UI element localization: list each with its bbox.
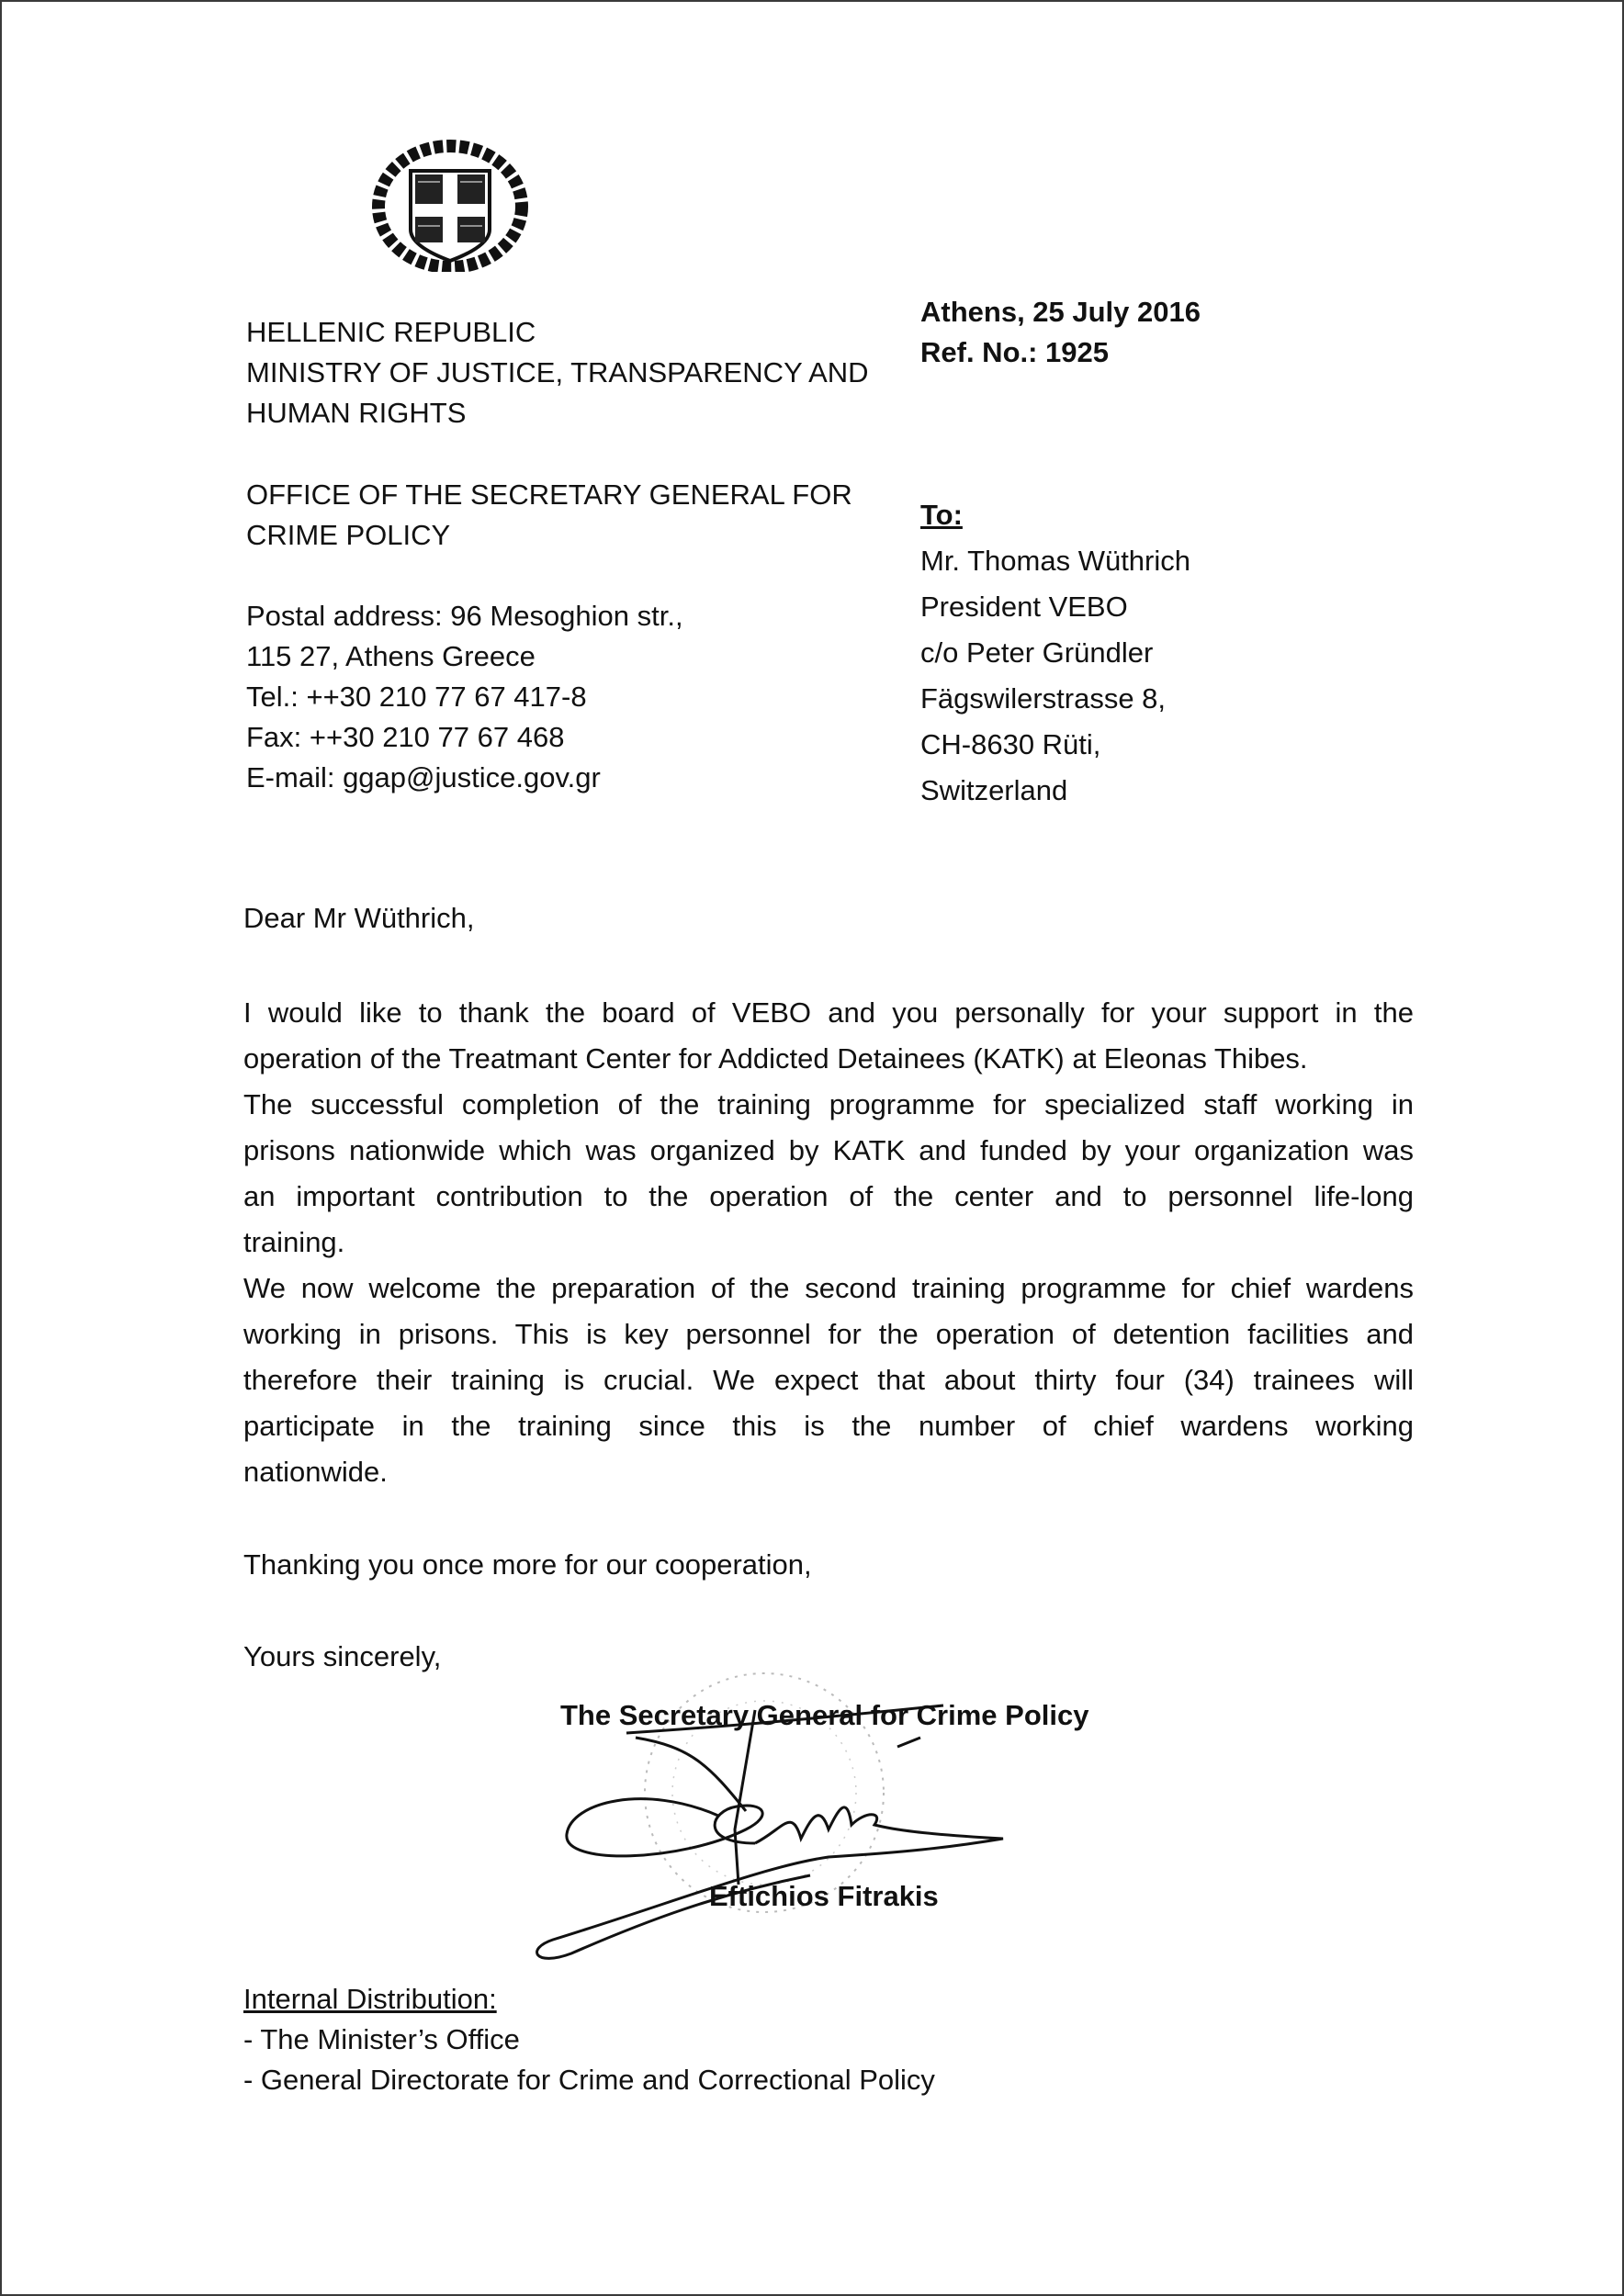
- body-line: prisons nationwide which was organized by KATK and funded by your organization was: [243, 1134, 1414, 1166]
- postal-address: Postal address: 96 Mesoghion str.,: [246, 600, 683, 632]
- recipient-block: [920, 492, 1190, 814]
- header-line: HELLENIC REPUBLIC: [246, 316, 536, 348]
- ministry-header: [246, 312, 869, 433]
- recipient-label: To:: [920, 499, 963, 531]
- email: E-mail: ggap@justice.gov.gr: [246, 761, 601, 793]
- body-line: I would like to thank the board of VEBO and you personally for your support in the: [243, 996, 1414, 1029]
- date-ref-block: [920, 292, 1201, 373]
- body-line: therefore their training is crucial. We expect that about thirty four (34) trainees will: [243, 1364, 1414, 1396]
- body-line: training.: [243, 1226, 345, 1258]
- place-date: Athens, 25 July 2016: [920, 296, 1201, 328]
- office-line: OFFICE OF THE SECRETARY GENERAL FOR: [246, 478, 852, 511]
- recipient-line: President VEBO: [920, 591, 1128, 623]
- postal-city: 115 27, Athens Greece: [246, 640, 536, 672]
- distribution-item: - The Minister’s Office: [243, 2023, 520, 2055]
- recipient-line: Mr. Thomas Wüthrich: [920, 545, 1191, 577]
- body-line: working in prisons. This is key personnel for the operation of detention facilities and: [243, 1318, 1414, 1350]
- header-line: HUMAN RIGHTS: [246, 397, 467, 429]
- closing-thanks: Thanking you once more for our cooperation,: [243, 1548, 812, 1581]
- body-line: participate in the training since this is the number of chief wardens working: [243, 1410, 1414, 1442]
- body-line: We now welcome the preparation of the second training programme for chief wardens: [243, 1272, 1414, 1304]
- sign-off: Yours sincerely,: [243, 1640, 442, 1672]
- contact-block: [246, 596, 683, 798]
- body-line: an important contribution to the operation of the center and to personnel life-long: [243, 1180, 1414, 1212]
- fax: Fax: ++30 210 77 67 468: [246, 721, 565, 753]
- header-line: MINISTRY OF JUSTICE, TRANSPARENCY AND: [246, 356, 869, 388]
- recipient-line: Fägswilerstrasse 8,: [920, 682, 1167, 715]
- recipient-line: CH-8630 Rüti,: [920, 728, 1101, 760]
- body-line: The successful completion of the training programme for specialized staff working in: [243, 1088, 1414, 1120]
- hellenic-republic-coat-of-arms-icon: [372, 138, 528, 272]
- body-line: operation of the Treatmant Center for Addicted Detainees (KATK) at Eleonas Thibes.: [243, 1042, 1308, 1075]
- recipient-line: c/o Peter Gründler: [920, 636, 1154, 669]
- salutation: Dear Mr Wüthrich,: [243, 902, 475, 934]
- office-header: [246, 475, 852, 556]
- telephone: Tel.: ++30 210 77 67 417-8: [246, 681, 587, 713]
- distribution-item: - General Directorate for Crime and Correctional Policy: [243, 2064, 935, 2096]
- distribution-label: Internal Distribution:: [243, 1983, 497, 2015]
- office-line: CRIME POLICY: [246, 519, 451, 551]
- signatory-title: The Secretary General for Crime Policy: [560, 1699, 1089, 1731]
- signatory-name: Eftichios Fitrakis: [709, 1880, 939, 1912]
- body-line: nationwide.: [243, 1456, 388, 1488]
- recipient-line: Switzerland: [920, 774, 1068, 806]
- signature-stamp: [535, 1646, 1012, 1967]
- distribution-block: [243, 1979, 935, 2100]
- reference-number: Ref. No.: 1925: [920, 336, 1110, 368]
- letter-body: [243, 990, 1414, 1495]
